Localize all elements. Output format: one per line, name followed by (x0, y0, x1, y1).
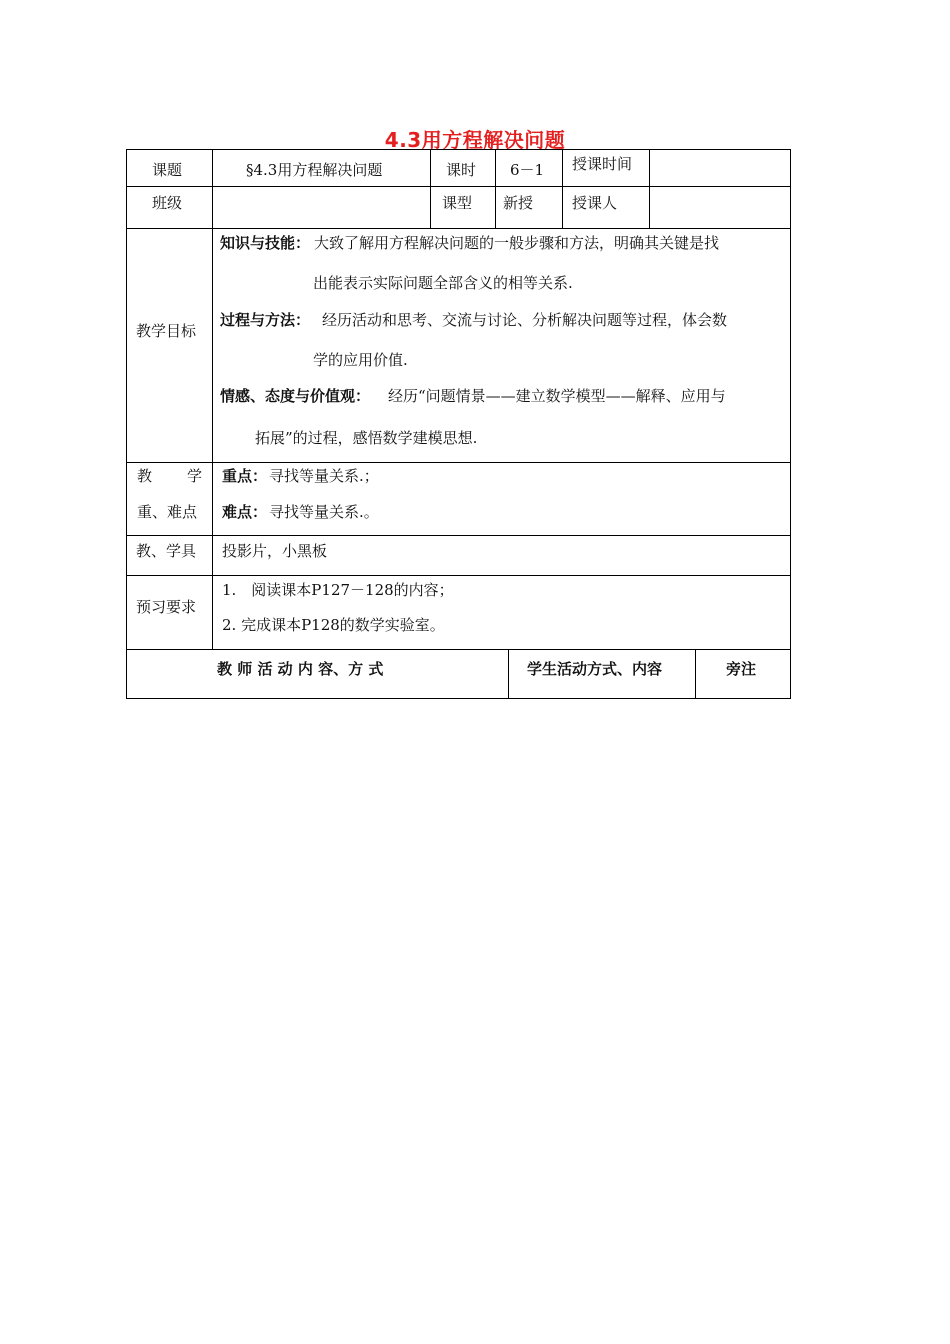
emotion-label: 情感、态度与价值观： (220, 387, 371, 405)
keshi-value: 6－1 (510, 161, 545, 179)
tools-value: 投影片，小黑板 (222, 542, 328, 560)
page-title: 4.3用方程解决问题 (384, 128, 566, 152)
keti-value: §4.3用方程解决问题 (246, 161, 383, 179)
row-divider (126, 186, 791, 187)
nandian-value: 寻找等量关系.。 (269, 503, 379, 521)
process-label: 过程与方法： (220, 311, 311, 329)
zhongdian-label: 重点： (222, 467, 268, 485)
column-divider (430, 149, 431, 228)
preview-item: 1. 阅读课本P127－128的内容； (222, 581, 454, 599)
zhongdian-value: 寻找等量关系.； (269, 467, 379, 485)
process-text: 经历活动和思考、交流与讨论、分析解决问题等过程，体会数 (322, 311, 728, 329)
teacher-activity-header: 教 师 活 动 内 容、方 式 (217, 660, 384, 678)
column-divider (562, 149, 563, 228)
process-text: 学的应用价值. (313, 351, 408, 369)
row-divider (126, 649, 791, 650)
kexing-value: 新授 (503, 194, 534, 212)
shouke-time-label: 授课时间 (572, 155, 633, 173)
notes-header: 旁注 (726, 660, 757, 678)
preview-item: 2. 完成课本P128的数学实验室。 (222, 616, 445, 634)
row-divider (126, 228, 791, 229)
kexing-label: 课型 (442, 194, 473, 212)
knowledge-label: 知识与技能： (220, 234, 311, 252)
emotion-text: 经历“问题情景——建立数学模型——解释、应用与 (388, 387, 726, 405)
keti-label: 课题 (152, 161, 183, 179)
tools-label: 教、学具 (136, 542, 197, 560)
objectives-label: 教学目标 (136, 322, 197, 340)
column-divider (695, 649, 696, 699)
student-activity-header: 学生活动方式、内容 (527, 660, 663, 678)
row-divider (126, 462, 791, 463)
preview-label: 预习要求 (136, 598, 197, 616)
knowledge-text: 出能表示实际问题全部含义的相等关系. (313, 274, 573, 292)
column-divider (508, 649, 509, 699)
knowledge-text: 大致了解用方程解决问题的一般步骤和方法，明确其关键是找 (314, 234, 720, 252)
shouke-ren-label: 授课人 (572, 194, 618, 212)
row-divider (126, 535, 791, 536)
column-divider (649, 149, 650, 228)
emotion-text: 拓展”的过程，感悟数学建模思想. (255, 429, 478, 447)
keypoints-label: 教 (137, 467, 153, 485)
keypoints-label: 学 (187, 467, 203, 485)
keshi-label: 课时 (446, 161, 477, 179)
nandian-label: 难点： (222, 503, 268, 521)
keypoints-label: 重、难点 (137, 503, 198, 521)
row-divider (126, 575, 791, 576)
column-divider (212, 149, 213, 649)
column-divider (495, 149, 496, 228)
banji-label: 班级 (152, 194, 183, 212)
